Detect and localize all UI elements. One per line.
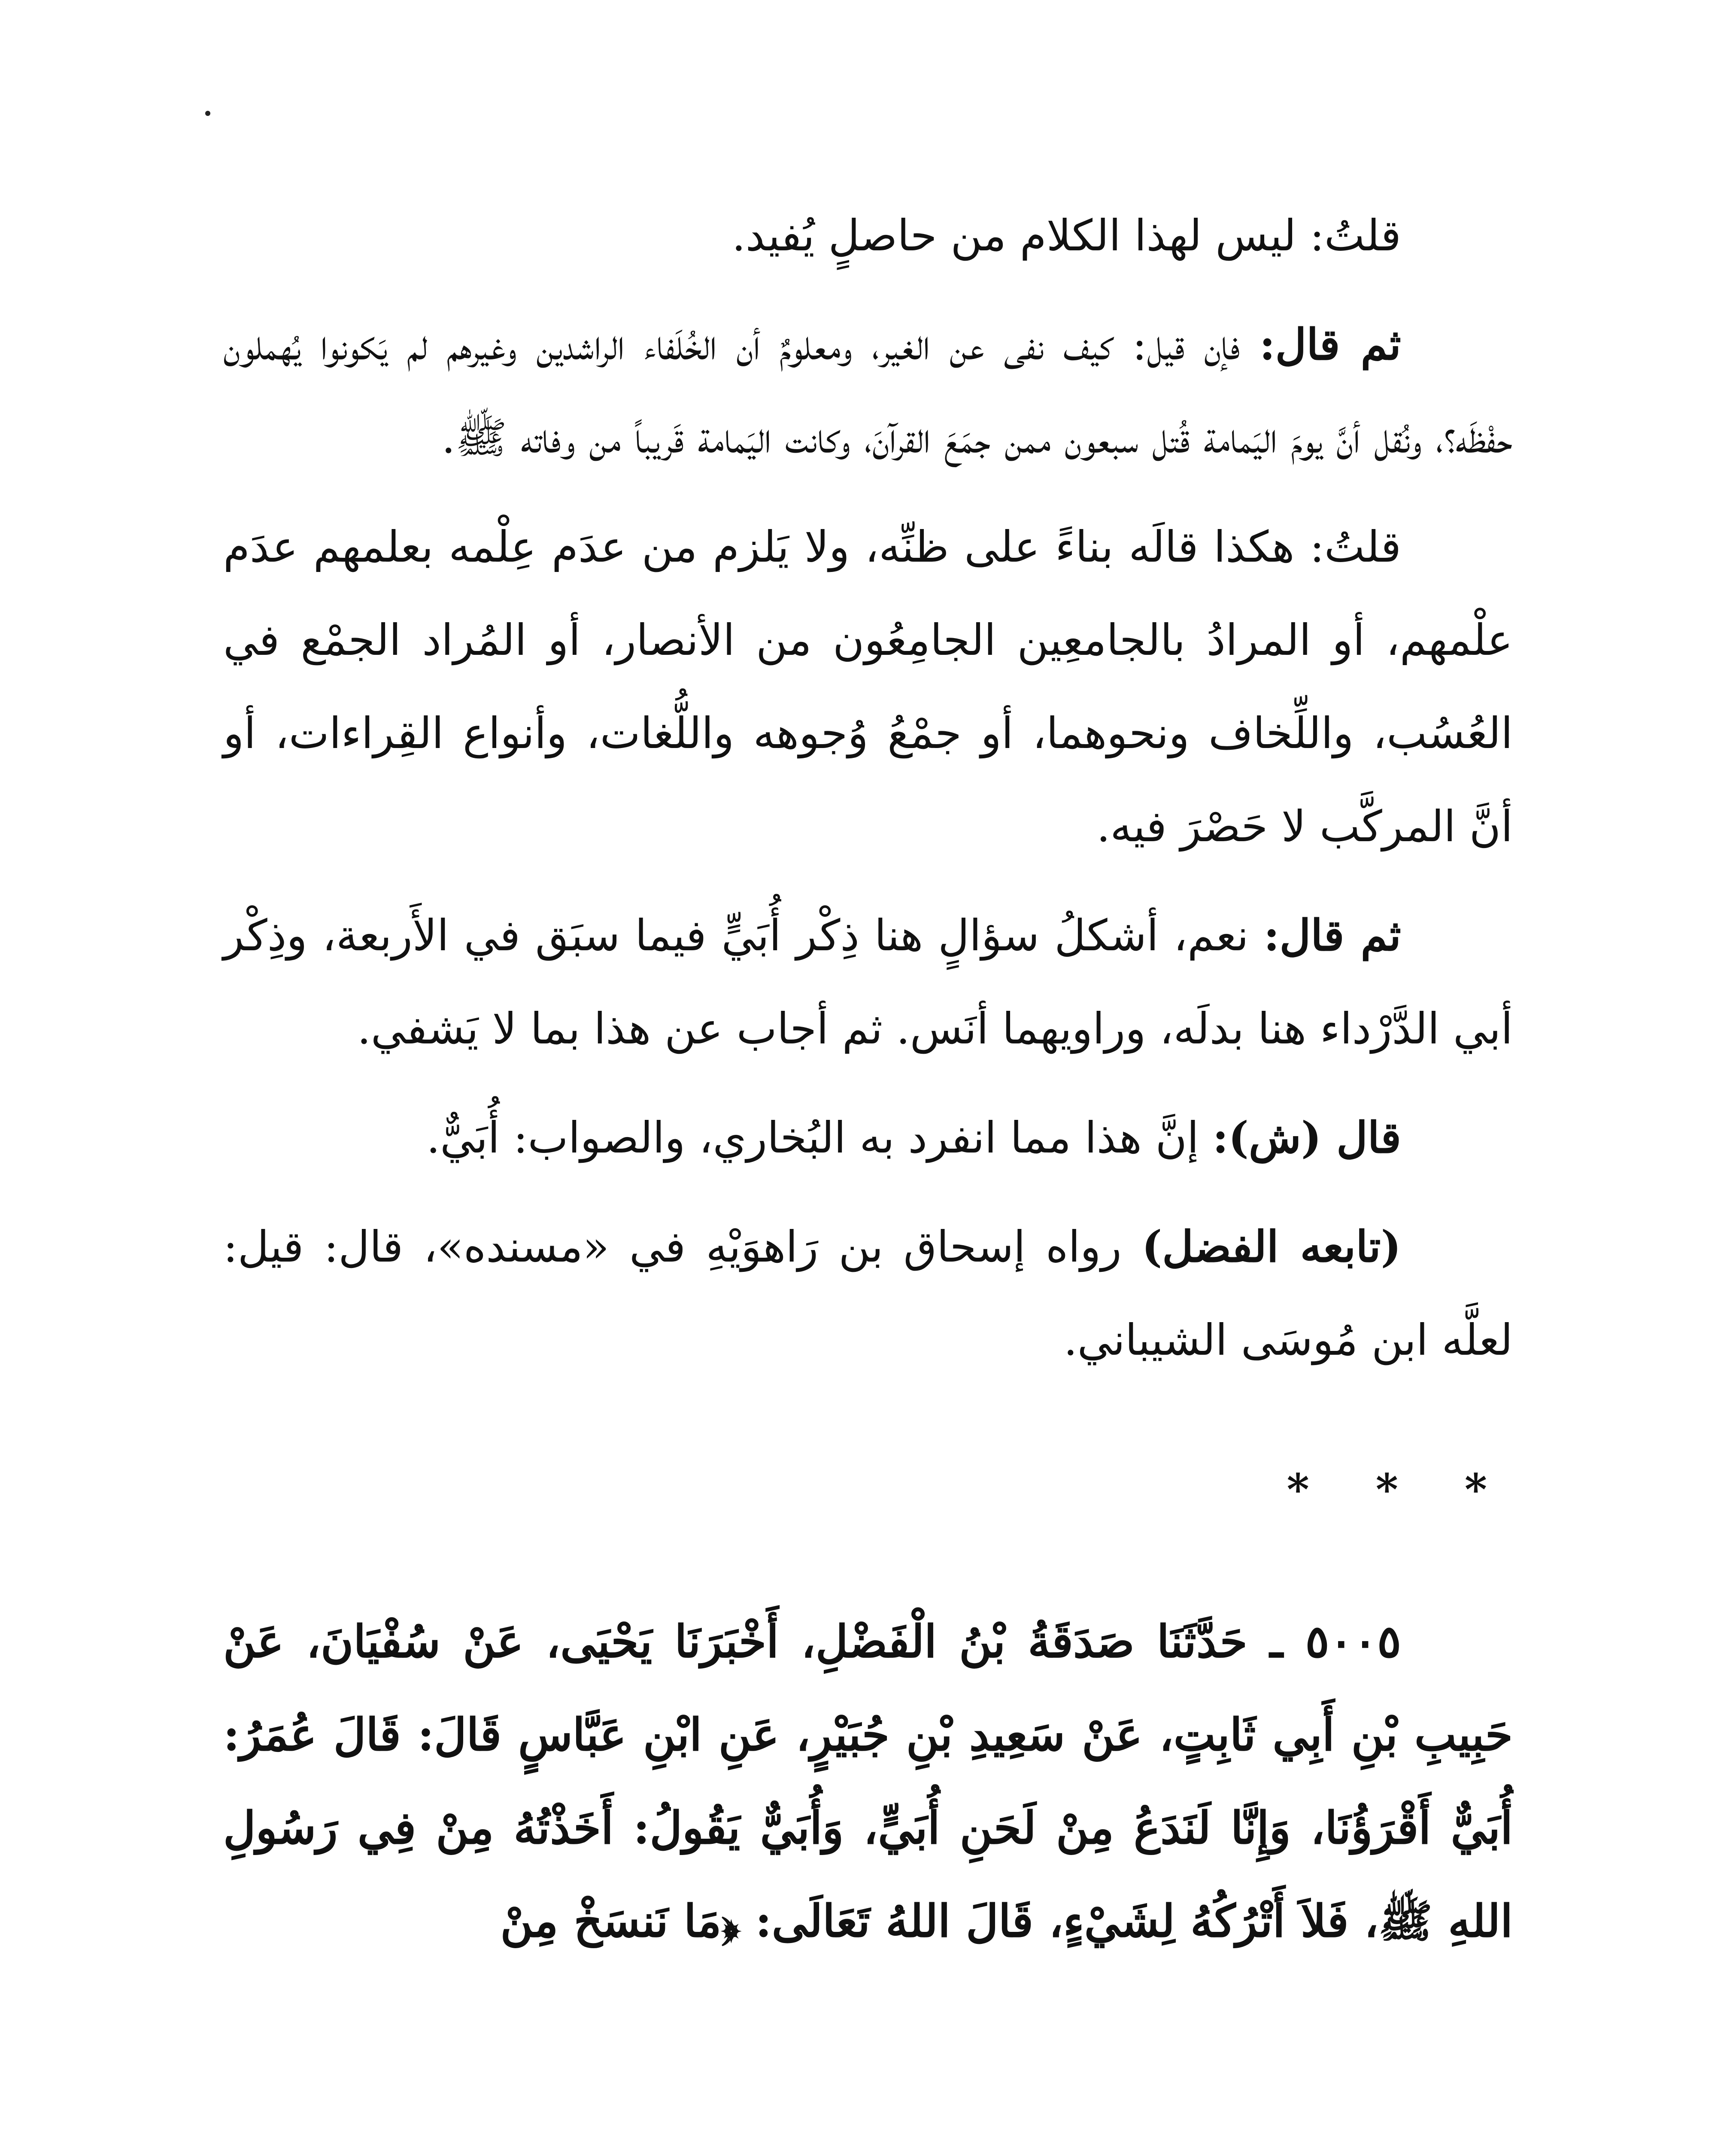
paragraph-3 (223, 500, 1513, 873)
scan-speck (205, 111, 210, 116)
section-separator: * * * (1287, 1464, 1513, 1515)
paragraph-5 (223, 1091, 1513, 1184)
paragraph-2 (223, 298, 1513, 484)
page-body (223, 189, 1513, 1968)
paragraph-lead: ثم قال: (1263, 910, 1401, 961)
paragraph-text: نعم، أشكلُ سؤالٍ هنا ذِكْر أُبَيٍّ فيما سبَق في الأَربعة، وذِكْر أبي الدَّرْداء هنا بدلَه، وراويهما أنَس. ثم أجاب عن هذا بما لا يَشفي. (223, 910, 1513, 1054)
paragraph-text: قلتُ: هكذا قالَه بناءً على ظنِّه، ولا يَلزم من عدَم عِلْمه بعلمهم عدَم علْمهم، أو المرادُ بالجامعِين الجامِعُون من الأنصار، أو المُراد الجمْع في العُسُب، واللِّخاف ونحوهما، أو جمْعُ وُجوهه واللُّغات، وأنواع القِراءات، أو أنَّ المركَّب لا حَصْرَ فيه. (223, 522, 1513, 852)
paragraph-1 (223, 189, 1513, 282)
paragraph-lead: (تابعه الفضل) (1141, 1221, 1401, 1272)
hadith-text: ٥٠٠٥ ـ حَدَّثَنَا صَدَقَةُ بْنُ الْفَضْلِ، أَخْبَرَنَا يَحْيَى، عَنْ سُفْيَانَ، عَنْ حَبِيبِ بْنِ أَبِي ثَابِتٍ، عَنْ سَعِيدِ بْنِ جُبَيْرٍ، عَنِ ابْنِ عَبَّاسٍ قَالَ: قَالَ عُمَرُ: أُبَيٌّ أَقْرَؤُنَا، وَإِنَّا لَنَدَعُ مِنْ لَحَنِ أُبَيٍّ، وَأُبَيٌّ يَقُولُ: أَخَذْتُهُ مِنْ فِي رَسُولِ اللهِ ﷺ، فَلاَ أَتْرُكُهُ لِشَيْءٍ، قَالَ اللهُ تَعَالَى: ﴿مَا نَنسَخْ مِنْ (223, 1615, 1513, 1947)
paragraph-lead: ثم قال: (1259, 319, 1401, 370)
paragraph-4 (223, 889, 1513, 1075)
paragraph-text: رواه إسحاق بن رَاهوَيْهِ في «مسنده»، قال: قيل: لعلَّه ابن مُوسَى الشيباني. (223, 1222, 1513, 1365)
paragraph-text: إنَّ هذا مما انفرد به البُخاري، والصواب: أُبَيٌّ. (426, 1113, 1213, 1163)
paragraph-lead: قال (ش): (1212, 1112, 1401, 1163)
paragraph-6 (223, 1200, 1513, 1387)
paragraph-text: قلتُ: ليس لهذا الكلام من حاصلٍ يُفيد. (731, 210, 1401, 261)
paragraph-text: فإن قيل: كيف نفى عن الغير، ومعلومٌ أن الخُلَفاء الراشدين وغيرهم لم يَكونوا يُهملون حفْظَه؟، ونُقل أنَّ يومَ اليَمامة قُتل سبعون ممن جمَعَ القرآنَ، وكانت اليَمامة قَريباً من وفاته ﷺ. (223, 319, 1513, 463)
